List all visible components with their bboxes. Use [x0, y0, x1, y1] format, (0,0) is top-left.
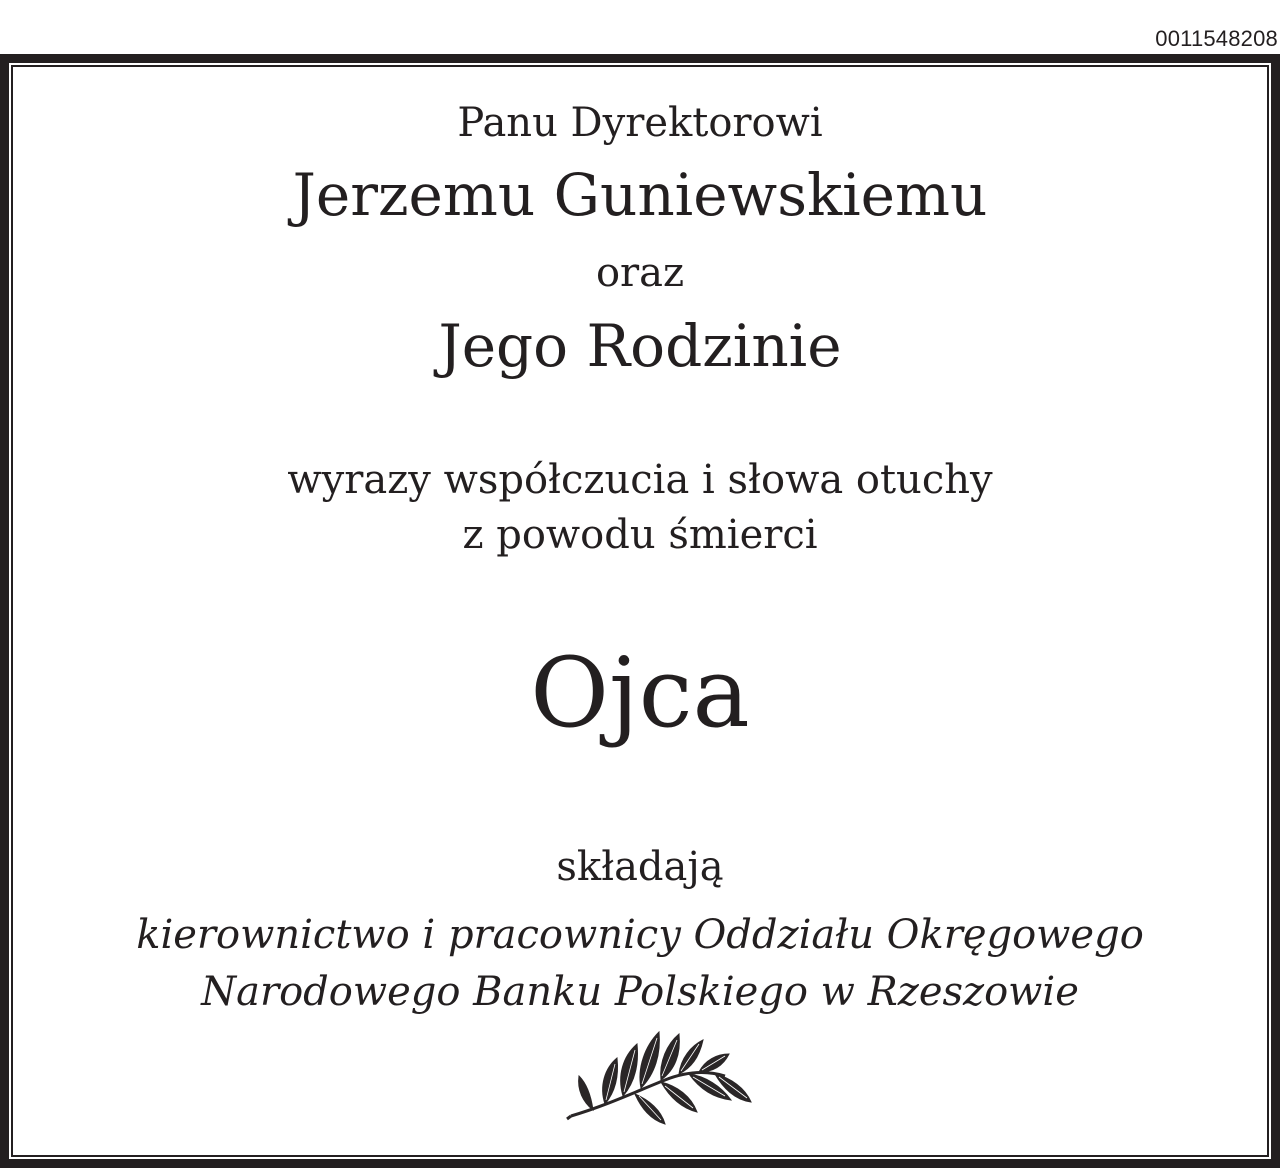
laurel-branch-icon	[565, 1024, 755, 1130]
conjunction-text: oraz	[595, 250, 685, 296]
condolence-message-line-1: wyrazy współczucia i słowa otuchy	[287, 457, 993, 503]
ad-id-number: 0011548208	[1155, 26, 1278, 51]
condolence-message-line-2: z powodu śmierci	[462, 512, 818, 558]
recipient-family: Jego Rodzinie	[438, 312, 842, 380]
recipient-title: Panu Dyrektorowi	[457, 100, 823, 146]
deceased-relation: Ojca	[530, 637, 750, 749]
recipient-name: Jerzemu Guniewskiemu	[292, 161, 988, 229]
senders-line-1: kierownictwo i pracownicy Oddziału Okręgowego	[136, 912, 1144, 958]
verb-text: składają	[556, 844, 724, 890]
senders-line-2: Narodowego Banku Polskiego w Rzeszowie	[201, 969, 1079, 1015]
